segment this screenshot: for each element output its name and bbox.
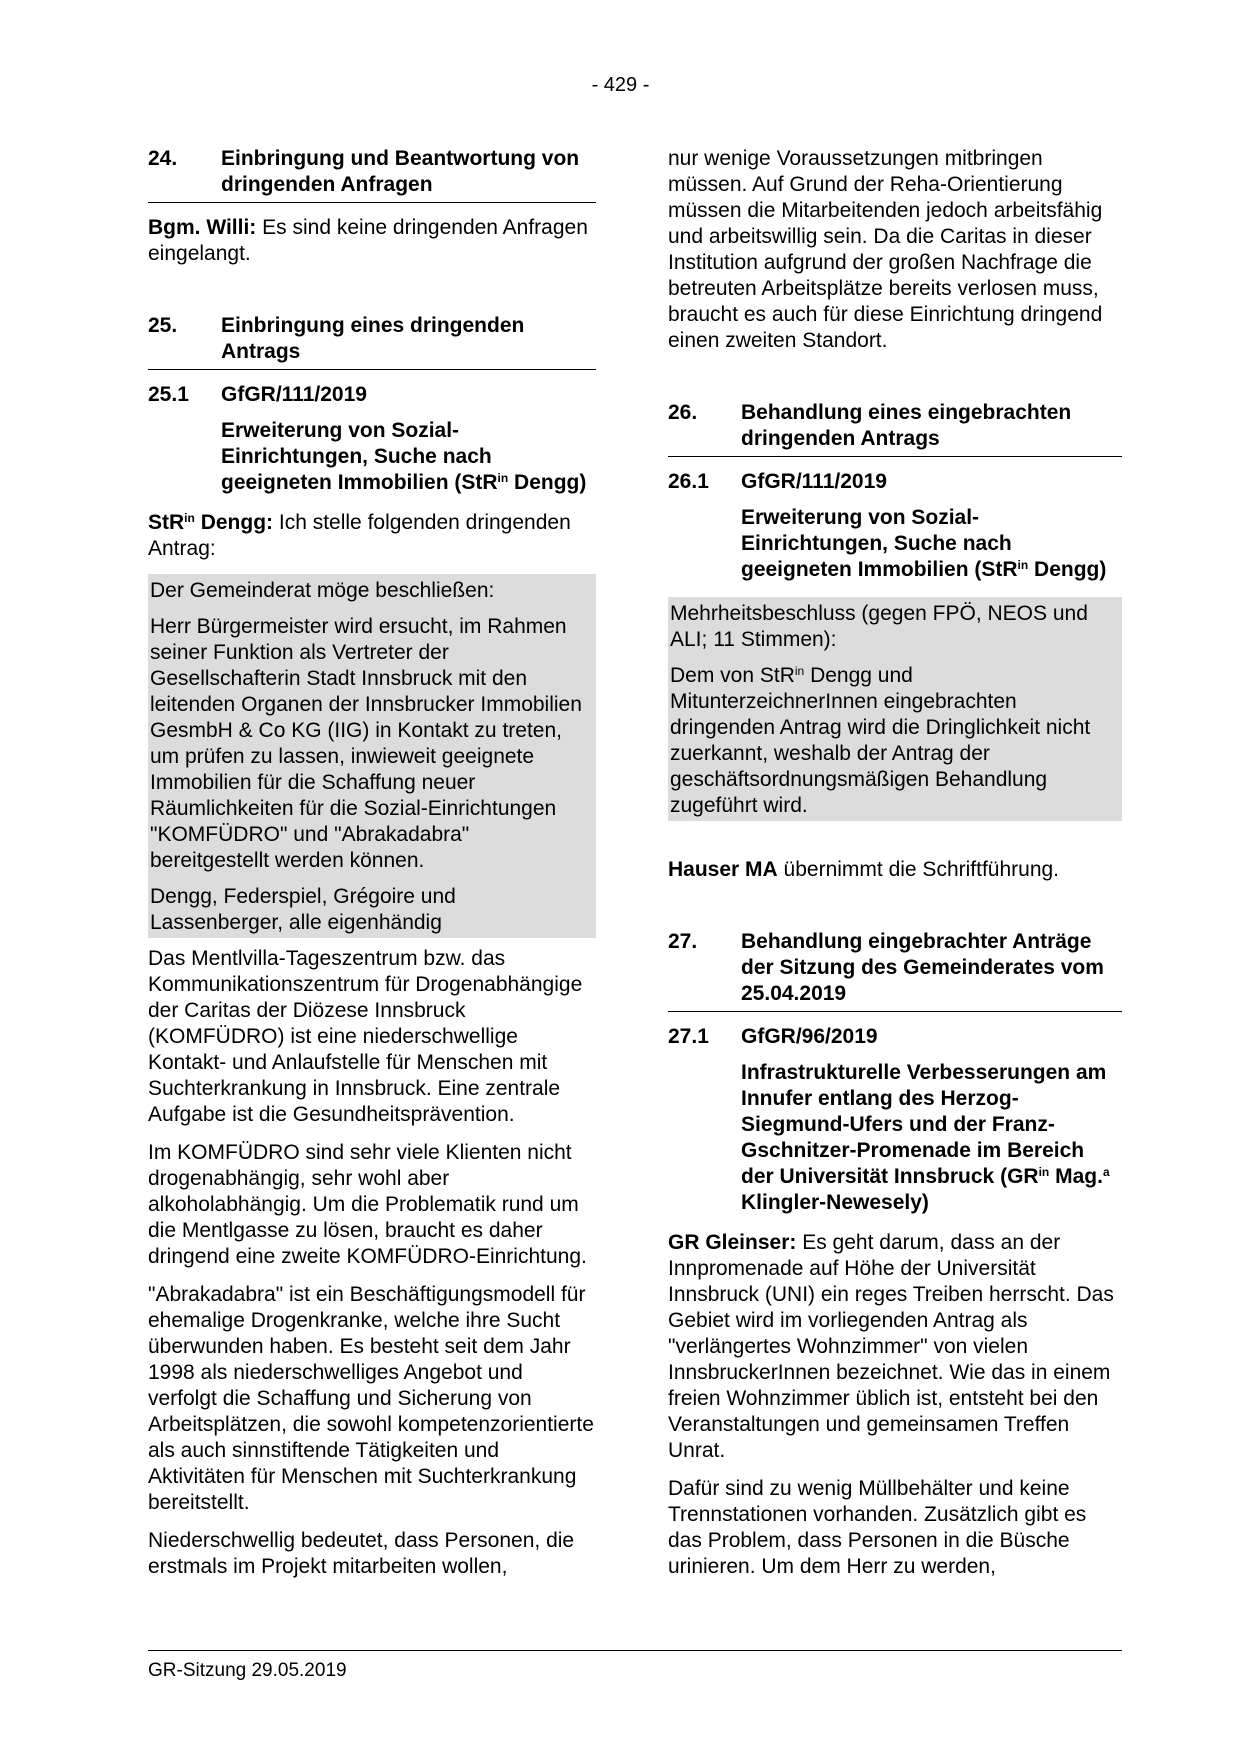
- subsection-number: 26.1: [668, 470, 709, 493]
- subsection-number: 27.1: [668, 1025, 709, 1048]
- resolution-text-end: Dengg und MitunterzeichnerInnen eingebrachten dringenden Antrag wird die Dringlichkeit nicht zuerkannt, weshalb der Antrag der geschäftsordnungsmäßigen Behandlung zugeführt wird.: [670, 664, 1091, 817]
- subsection-title-end: Klingler-Newesely): [741, 1191, 929, 1214]
- subsection-title-degree: Mag.: [1055, 1165, 1103, 1188]
- left-column: [148, 146, 596, 1592]
- footer-divider: [148, 1650, 1122, 1651]
- section-title: Einbringung eines dringenden Antrags: [221, 314, 525, 363]
- superscript: in: [497, 471, 509, 485]
- paragraph-text: Es geht darum, dass an der Innpromenade auf Höhe der Universität Innsbruck (UNI) ein reges Treiben herrscht. Das Gebiet wird im vorliegenden Antrag als "verlängertes Wohnzimmer" von vielen InnsbruckerInnen bezeichnet. Wie das in einem freien Wohnzimmer üblich ist, entsteht bei den Veranstaltungen und gemeinsamen Treffen Unrat.: [668, 1231, 1114, 1462]
- section-number: 24.: [148, 147, 178, 170]
- paragraph: Niederschwellig bedeutet, dass Personen, die erstmals im Projekt mitarbeiten wollen,: [148, 1529, 575, 1578]
- subsection-title: [221, 418, 596, 496]
- right-column: [668, 146, 1122, 1592]
- section-number: 26.: [668, 401, 698, 424]
- speaker-name: Bgm. Willi:: [148, 216, 257, 239]
- subsection-title-end: Dengg): [514, 471, 587, 494]
- resolution-vote: Mehrheitsbeschluss (gegen FPÖ, NEOS und ALI; 11 Stimmen):: [670, 602, 1088, 651]
- resolution-text: [670, 663, 1120, 819]
- speaker-name: Hauser MA: [668, 858, 778, 881]
- paragraph: nur wenige Voraussetzungen mitbringen müssen. Auf Grund der Reha-Orientierung müssen die Mitarbeitenden jedoch arbeitsfähig und arbeitswillig sein. Da die Caritas in dieser Institution aufgrund der großen Nachfrage die betreuten Arbeitsplätze bereits verlosen muss, braucht es auch für diese Einrichtung dringend einen zweiten Standort.: [668, 147, 1103, 352]
- subsection-title-text: Erweiterung von Sozial-Einrichtungen, Suche nach geeigneten Immobilien (StR: [221, 419, 498, 494]
- subsection-title-text: Erweiterung von Sozial-Einrichtungen, Suche nach geeigneten Immobilien (StR: [741, 506, 1018, 581]
- paragraph: Dafür sind zu wenig Müllbehälter und keine Trennstationen vorhanden. Zusätzlich gibt es das Problem, dass Personen in die Büsche urinieren. Um dem Herr zu werden,: [668, 1477, 1087, 1578]
- section-title: Behandlung eines eingebrachten dringenden Antrags: [741, 401, 1072, 450]
- section-number: 27.: [668, 930, 698, 953]
- subsection-title-text: Infrastrukturelle Verbesserungen am Innufer entlang des Herzog-Siegmund-Ufers und der Franz-Gschnitzer-Promenade im Bereich der Universität Innsbruck (GR: [741, 1061, 1107, 1188]
- subsection-code: GfGR/111/2019: [221, 383, 367, 406]
- subsection-25-1-heading: [148, 382, 596, 408]
- paragraph-text: Es sind keine dringenden Anfragen eingelangt.: [148, 216, 588, 265]
- superscript: in: [1038, 1165, 1050, 1179]
- subsection-number: 25.1: [148, 383, 189, 406]
- paragraph: [148, 510, 596, 562]
- paragraph-text: Ich stelle folgenden dringenden Antrag:: [148, 511, 571, 560]
- subsection-title: [741, 505, 1122, 583]
- subsection-code: GfGR/96/2019: [741, 1025, 878, 1048]
- motion-intro: Der Gemeinderat möge beschließen:: [150, 579, 495, 602]
- motion-box: [148, 574, 596, 938]
- section-27-heading: [668, 929, 1122, 1012]
- superscript: a: [1102, 1165, 1110, 1179]
- section-26-heading: [668, 400, 1122, 457]
- speaker-name: GR Gleinser:: [668, 1231, 797, 1254]
- paragraph: Das Mentlvilla-Tageszentrum bzw. das Kommunikationszentrum für Drogenabhängige der Caritas der Diözese Innsbruck (KOMFÜDRO) ist eine niederschwellige Kontakt- und Anlaufstelle für Menschen mit Suchterkrankung in Innsbruck. Eine zentrale Aufgabe ist die Gesundheitsprävention.: [148, 947, 583, 1126]
- section-number: 25.: [148, 314, 178, 337]
- subsection-26-1-heading: [668, 469, 1122, 495]
- superscript: in: [794, 664, 805, 678]
- speaker-name: [148, 511, 273, 534]
- resolution-box: [668, 597, 1122, 821]
- section-24-heading: [148, 146, 596, 203]
- paragraph: "Abrakadabra" ist ein Beschäftigungsmodell für ehemalige Drogenkranke, welche ihre Sucht überwunden haben. Es besteht seit dem Jahr 1998 als niederschwelliges Angebot und verfolgt die Schaffung und Sicherung von Arbeitsplätzen, die sowohl kompetenzorientierte als auch sinnstiftende Tätigkeiten und Aktivitäten für Menschen mit Suchterkrankung bereitstellt.: [148, 1283, 594, 1514]
- paragraph: Im KOMFÜDRO sind sehr viele Klienten nicht drogenabhängig, sehr wohl aber alkoholabhängig. Um die Problematik rund um die Mentlgasse zu lösen, braucht es daher dringend eine zweite KOMFÜDRO-Einrichtung.: [148, 1141, 587, 1268]
- footer-session-date: GR-Sitzung 29.05.2019: [148, 1660, 347, 1681]
- paragraph: [668, 857, 1122, 883]
- paragraph-text: übernimmt die Schriftführung.: [783, 858, 1060, 881]
- section-title: Behandlung eingebrachter Anträge der Sitzung des Gemeinderates vom 25.04.2019: [741, 930, 1104, 1005]
- subsection-code: GfGR/111/2019: [741, 470, 887, 493]
- paragraph: [148, 215, 596, 267]
- section-25-heading: [148, 313, 596, 370]
- speaker-surname: Dengg:: [200, 511, 274, 534]
- superscript: in: [1017, 558, 1029, 572]
- section-title: Einbringung und Beantwortung von dringenden Anfragen: [221, 147, 580, 196]
- subsection-title-end: Dengg): [1034, 558, 1107, 581]
- resolution-text-start: Dem von StR: [670, 664, 795, 687]
- motion-signatories: Dengg, Federspiel, Grégoire und Lassenberger, alle eigenhändig: [150, 885, 456, 934]
- speaker-title: StR: [148, 511, 185, 534]
- page-number: - 429 -: [591, 74, 650, 96]
- subsection-title: [741, 1060, 1122, 1216]
- superscript: in: [184, 511, 195, 525]
- motion-text: Herr Bürgermeister wird ersucht, im Rahmen seiner Funktion als Vertreter der Gesellschafterin Stadt Innsbruck mit den leitenden Organen der Innsbrucker Immobilien GesmbH & Co KG (IIG) in Kontakt zu treten, um prüfen zu lassen, inwieweit geeignete Immobilien für die Schaffung neuer Räumlichkeiten für die Sozial-Einrichtungen "KOMFÜDRO" und "Abrakadabra" bereitgestellt werden können.: [150, 615, 582, 872]
- paragraph: [668, 1230, 1122, 1464]
- subsection-27-1-heading: [668, 1024, 1122, 1050]
